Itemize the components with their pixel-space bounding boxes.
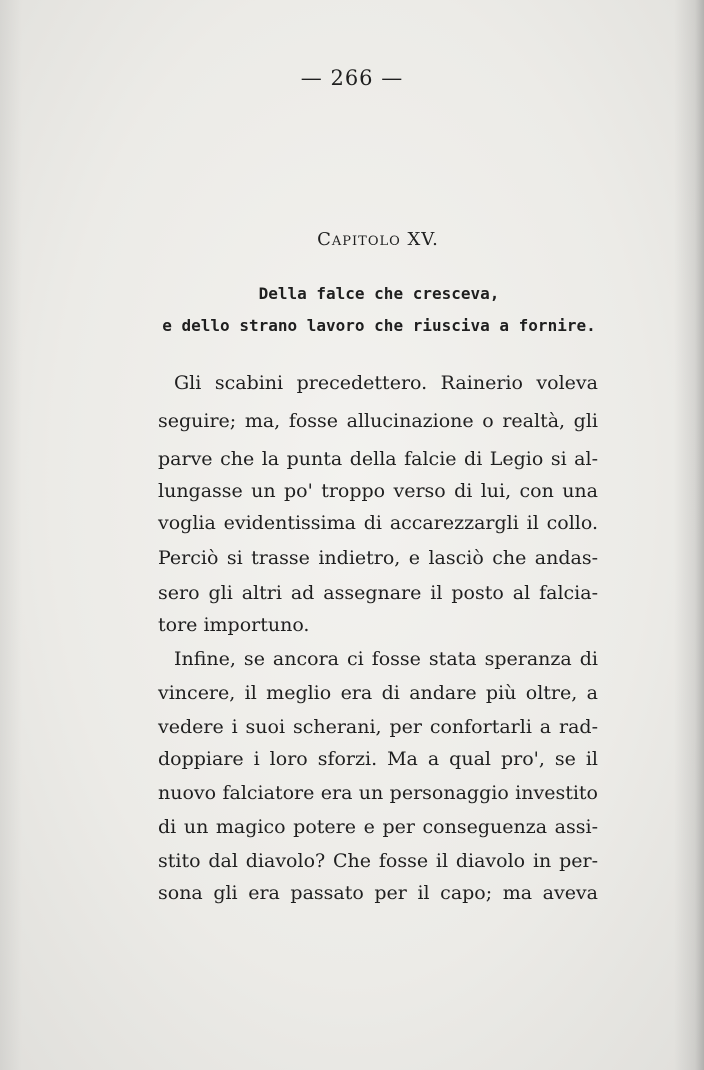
chapter-subtitle-line-2: e dello strano lavoro che riusciva a fornire. — [162, 316, 596, 335]
paragraph-2-line-5: nuovo falciatore era un personaggio investito — [158, 782, 598, 804]
page-number: — 266 — — [300, 66, 404, 90]
chapter-subtitle-line-1: Della falce che cresceva, — [258, 284, 500, 303]
paragraph-2-line-4: doppiare i loro sforzi. Ma a qual pro', se il — [158, 748, 598, 770]
paragraph-1-line-4: lungasse un po' troppo verso di lui, con una — [158, 480, 598, 502]
paragraph-2-line-3: vedere i suoi scherani, per confortarli a rad- — [158, 716, 598, 738]
paragraph-2-line-6: di un magico potere e per conseguenza assi- — [158, 816, 598, 838]
paragraph-1-line-2: seguire; ma, fosse allucinazione o realtà, gli — [158, 410, 598, 432]
paragraph-1-line-1: Gli scabini precedettero. Rainerio voleva — [174, 372, 598, 394]
paragraph-1-line-7: sero gli altri ad assegnare il posto al falcia- — [158, 582, 598, 604]
page-shadow-right — [674, 0, 704, 1070]
paragraph-1-line-5: voglia evidentissima di accarezzargli il collo. — [158, 512, 598, 534]
paragraph-1-line-3: parve che la punta della falcie di Legio si al- — [158, 448, 598, 470]
page-shadow-left — [0, 0, 22, 1070]
chapter-heading: Capitolo XV. — [317, 229, 439, 250]
paragraph-1-line-6: Perciò si trasse indietro, e lasciò che andas- — [158, 547, 598, 569]
paragraph-2-line-7: stito dal diavolo? Che fosse il diavolo in per- — [158, 850, 598, 872]
paragraph-2-line-2: vincere, il meglio era di andare più oltre, a — [158, 682, 598, 704]
paragraph-1-line-8: tore importuno. — [158, 614, 310, 636]
paragraph-2-line-8: sona gli era passato per il capo; ma aveva — [158, 882, 598, 904]
paragraph-2-line-1: Infine, se ancora ci fosse stata speranza di — [174, 648, 598, 670]
